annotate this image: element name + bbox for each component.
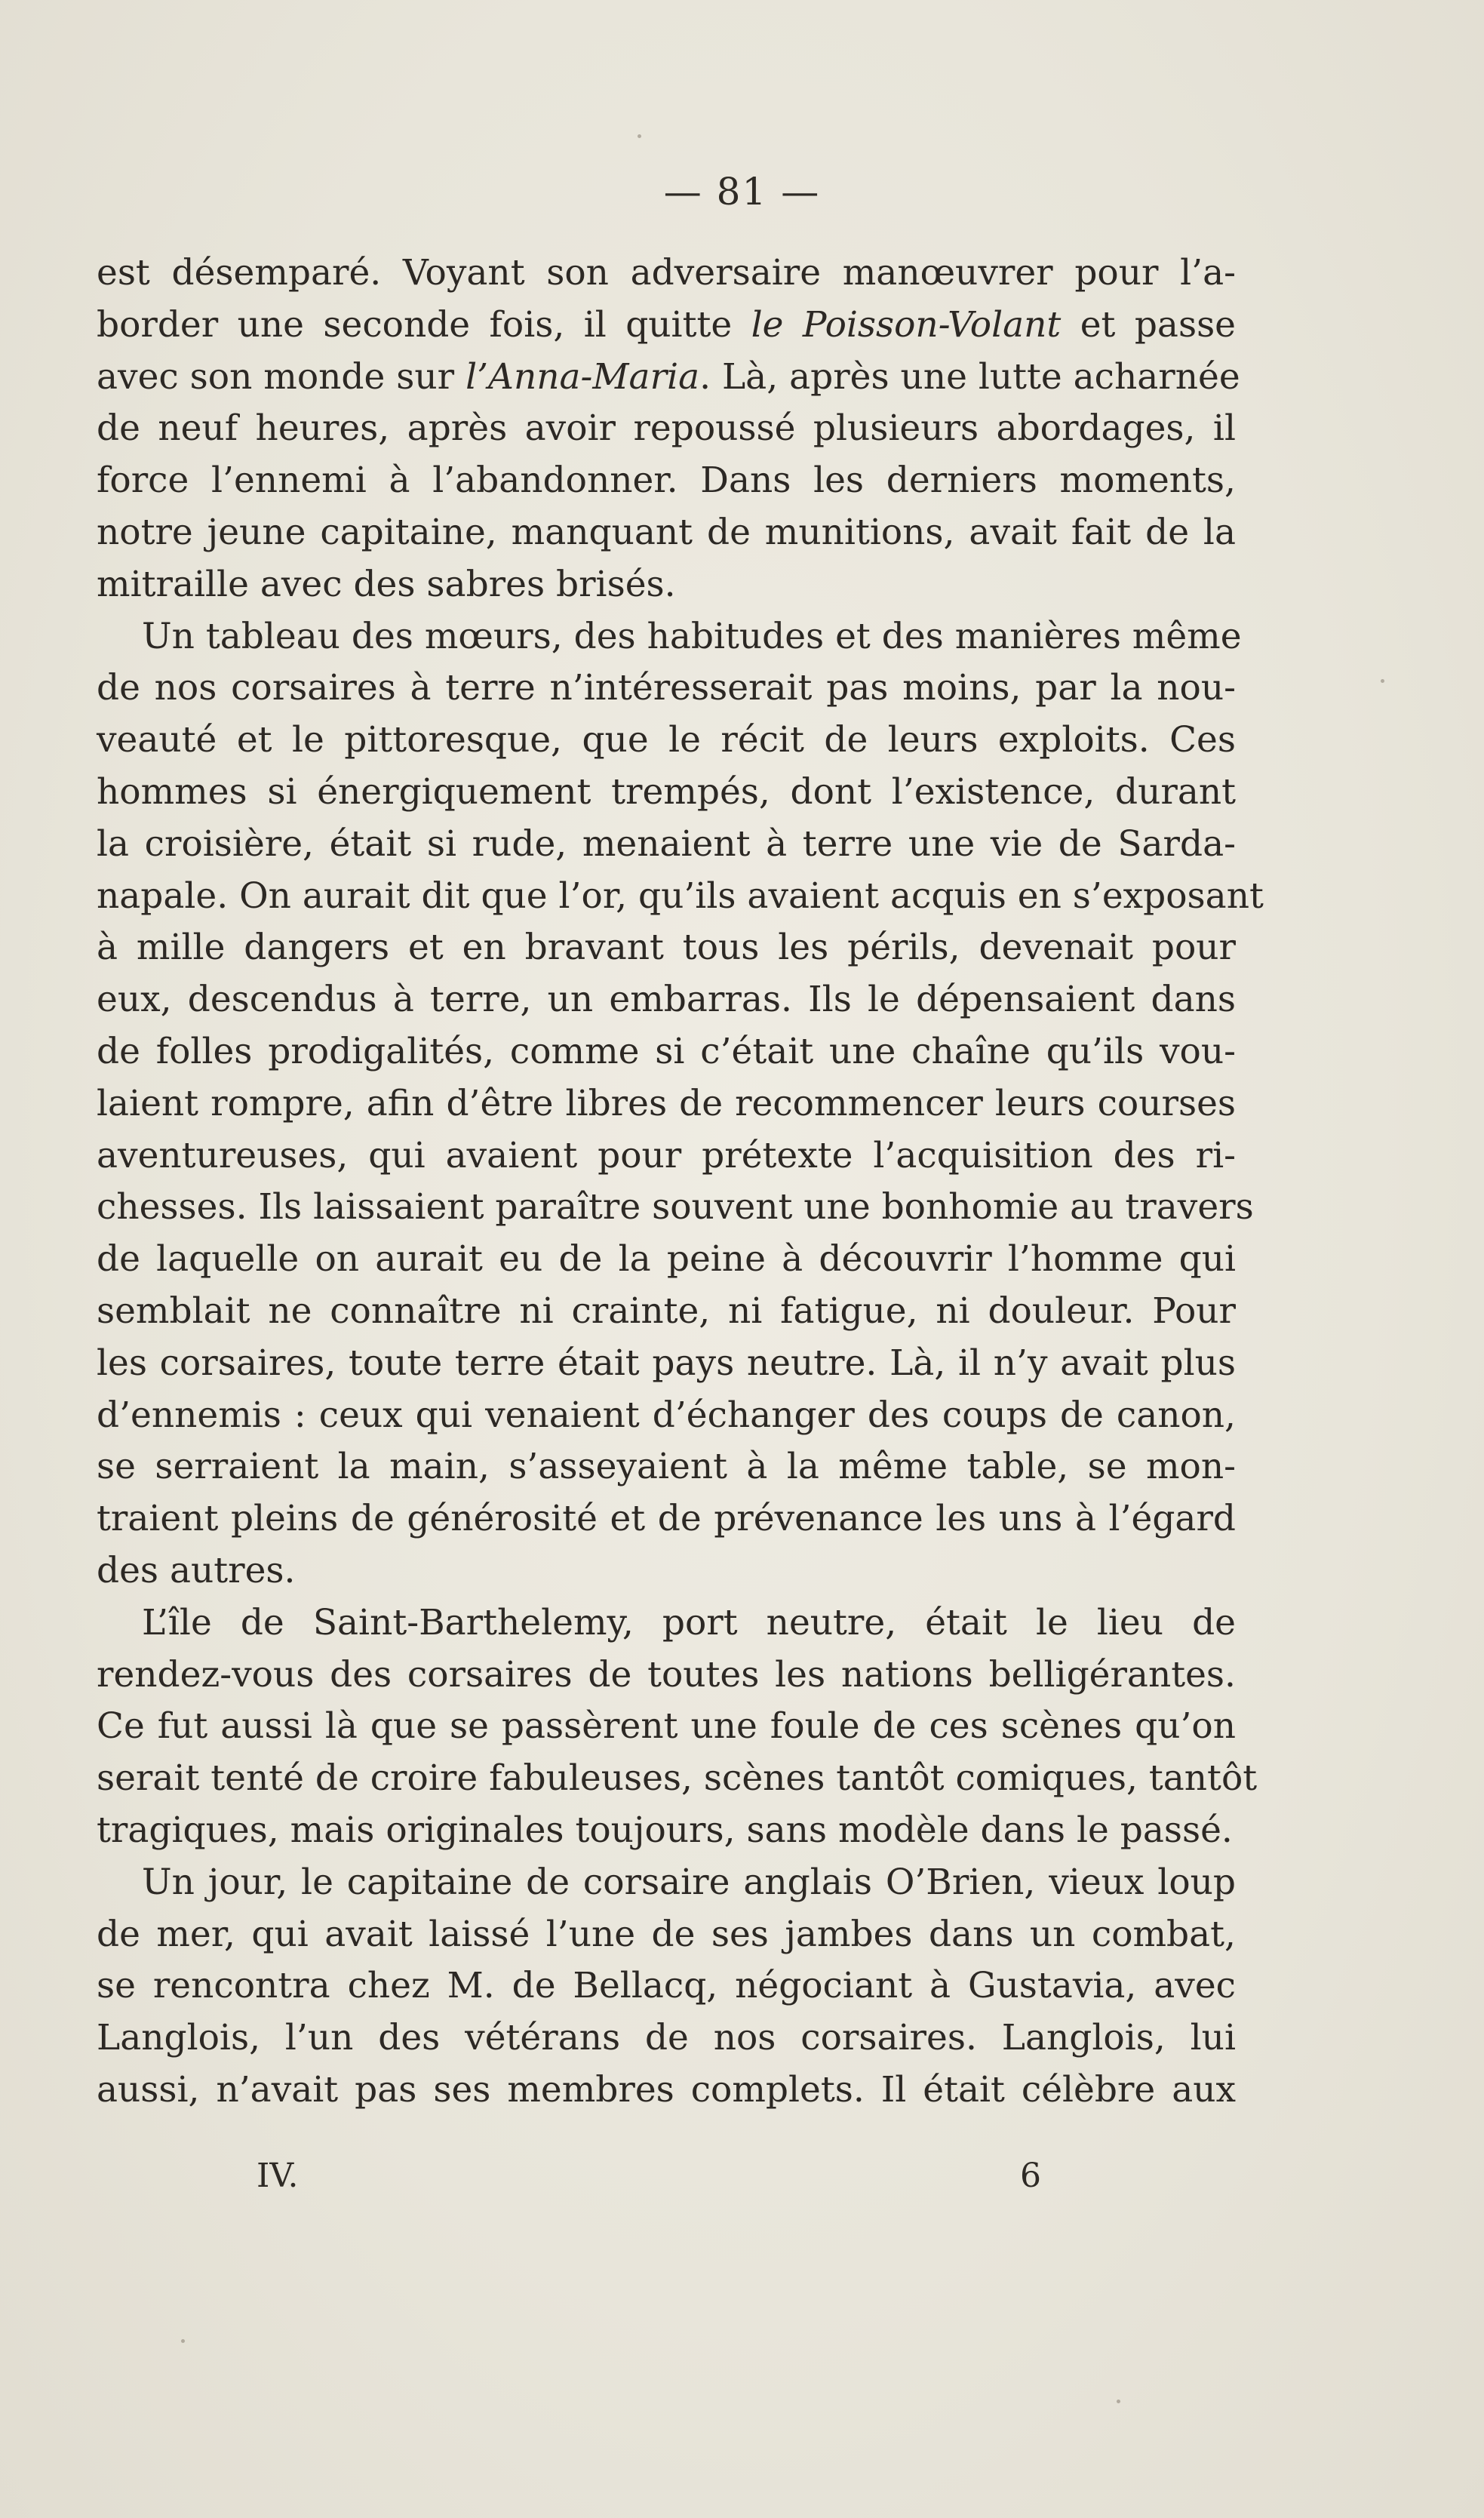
text-line: eux, descendus à terre, un embarras. Ils le dépensaient dans (97, 979, 1236, 1021)
text-line: traient pleins de générosité et de prévenance les uns à l’égard (97, 1498, 1236, 1540)
text-line: veauté et le pittoresque, que le récit de leurs exploits. Ces (97, 719, 1236, 761)
ship-name: l’Anna-Maria (465, 355, 700, 398)
text-fragment: border une seconde fois, il quitte (97, 303, 751, 346)
text-line: se rencontra chez M. de Bellacq, négociant à Gustavia, avec (97, 1965, 1236, 2007)
text-line: tragiques, mais originales toujours, sans modèle dans le passé. (97, 1809, 1233, 1851)
paper-speck (1381, 679, 1384, 683)
text-line: serait tenté de croire fabuleuses, scènes tantôt comiques, tantôt (97, 1757, 1258, 1800)
text-line: de neuf heures, après avoir repoussé plusieurs abordages, il (97, 407, 1236, 450)
text-line: se serraient la main, s’asseyaient à la même table, se mon- (97, 1446, 1236, 1488)
ship-name: le Poisson-Volant (751, 303, 1062, 346)
text-line: de laquelle on aurait eu de la peine à découvrir l’homme qui (97, 1238, 1236, 1281)
text-fragment: . Là, après une lutte acharnée (699, 355, 1240, 398)
text-line: à mille dangers et en bravant tous les périls, devenait pour (97, 927, 1236, 969)
signature-number: 6 (1020, 2157, 1041, 2195)
text-line: L’île de Saint-Barthelemy, port neutre, était le lieu de (142, 1601, 1236, 1643)
paper-speck (181, 2339, 185, 2343)
text-line: est désemparé. Voyant son adversaire manœuvrer pour l’a- (97, 252, 1236, 294)
text-line: force l’ennemi à l’abandonner. Dans les derniers moments, (97, 460, 1236, 502)
body-text (97, 247, 1264, 2117)
text-fragment: avec son monde sur (97, 355, 466, 398)
text-line: aventureuses, qui avaient pour prétexte l’acquisition des ri- (97, 1134, 1236, 1176)
text-line: de folles prodigalités, comme si c’était une chaîne qu’ils vou- (97, 1030, 1236, 1072)
text-line: laient rompre, afin d’être libres de recommencer leurs courses (97, 1082, 1236, 1124)
text-line: rendez-vous des corsaires de toutes les nations belligérantes. (97, 1653, 1236, 1696)
page-number-header: — 81 — (663, 170, 821, 214)
text-line: aussi, n’avait pas ses membres complets. Il était célèbre aux (97, 2068, 1236, 2111)
text-line: les corsaires, toute terre était pays neutre. Là, il n’y avait plus (97, 1342, 1236, 1384)
text-line: Un jour, le capitaine de corsaire anglais O’Brien, vieux loup (142, 1861, 1236, 1903)
text-line: de mer, qui avait laissé l’une de ses jambes dans un combat, (97, 1913, 1236, 1955)
paper-speck (1117, 2400, 1120, 2403)
text-line (97, 352, 1240, 404)
text-line: Ce fut aussi là que se passèrent une foule de ces scènes qu’on (97, 1705, 1236, 1748)
text-fragment: et passe (1061, 303, 1236, 346)
text-line: d’ennemis : ceux qui venaient d’échanger des coups de canon, (97, 1394, 1236, 1436)
text-line: hommes si énergiquement trempés, dont l’existence, durant (97, 770, 1236, 813)
paper-speck (638, 134, 641, 138)
text-line: Un tableau des mœurs, des habitudes et des manières même (142, 615, 1242, 657)
text-line: notre jeune capitaine, manquant de munitions, avait fait de la (97, 511, 1236, 553)
text-line: semblait ne connaître ni crainte, ni fatigue, ni douleur. Pour (97, 1290, 1236, 1332)
signature-mark: IV. (257, 2157, 299, 2195)
text-line: des autres. (97, 1549, 296, 1591)
text-line: de nos corsaires à terre n’intéresserait pas moins, par la nou- (97, 667, 1236, 709)
text-line: Langlois, l’un des vétérans de nos corsaires. Langlois, lui (97, 2017, 1236, 2059)
text-line: napale. On aurait dit que l’or, qu’ils avaient acquis en s’exposant (97, 875, 1264, 917)
text-line (97, 300, 1236, 352)
text-line: mitraille avec des sabres brisés. (97, 563, 676, 605)
text-line: la croisière, était si rude, menaient à terre une vie de Sarda- (97, 822, 1236, 865)
text-line: chesses. Ils laissaient paraître souvent une bonhomie au travers (97, 1186, 1254, 1228)
